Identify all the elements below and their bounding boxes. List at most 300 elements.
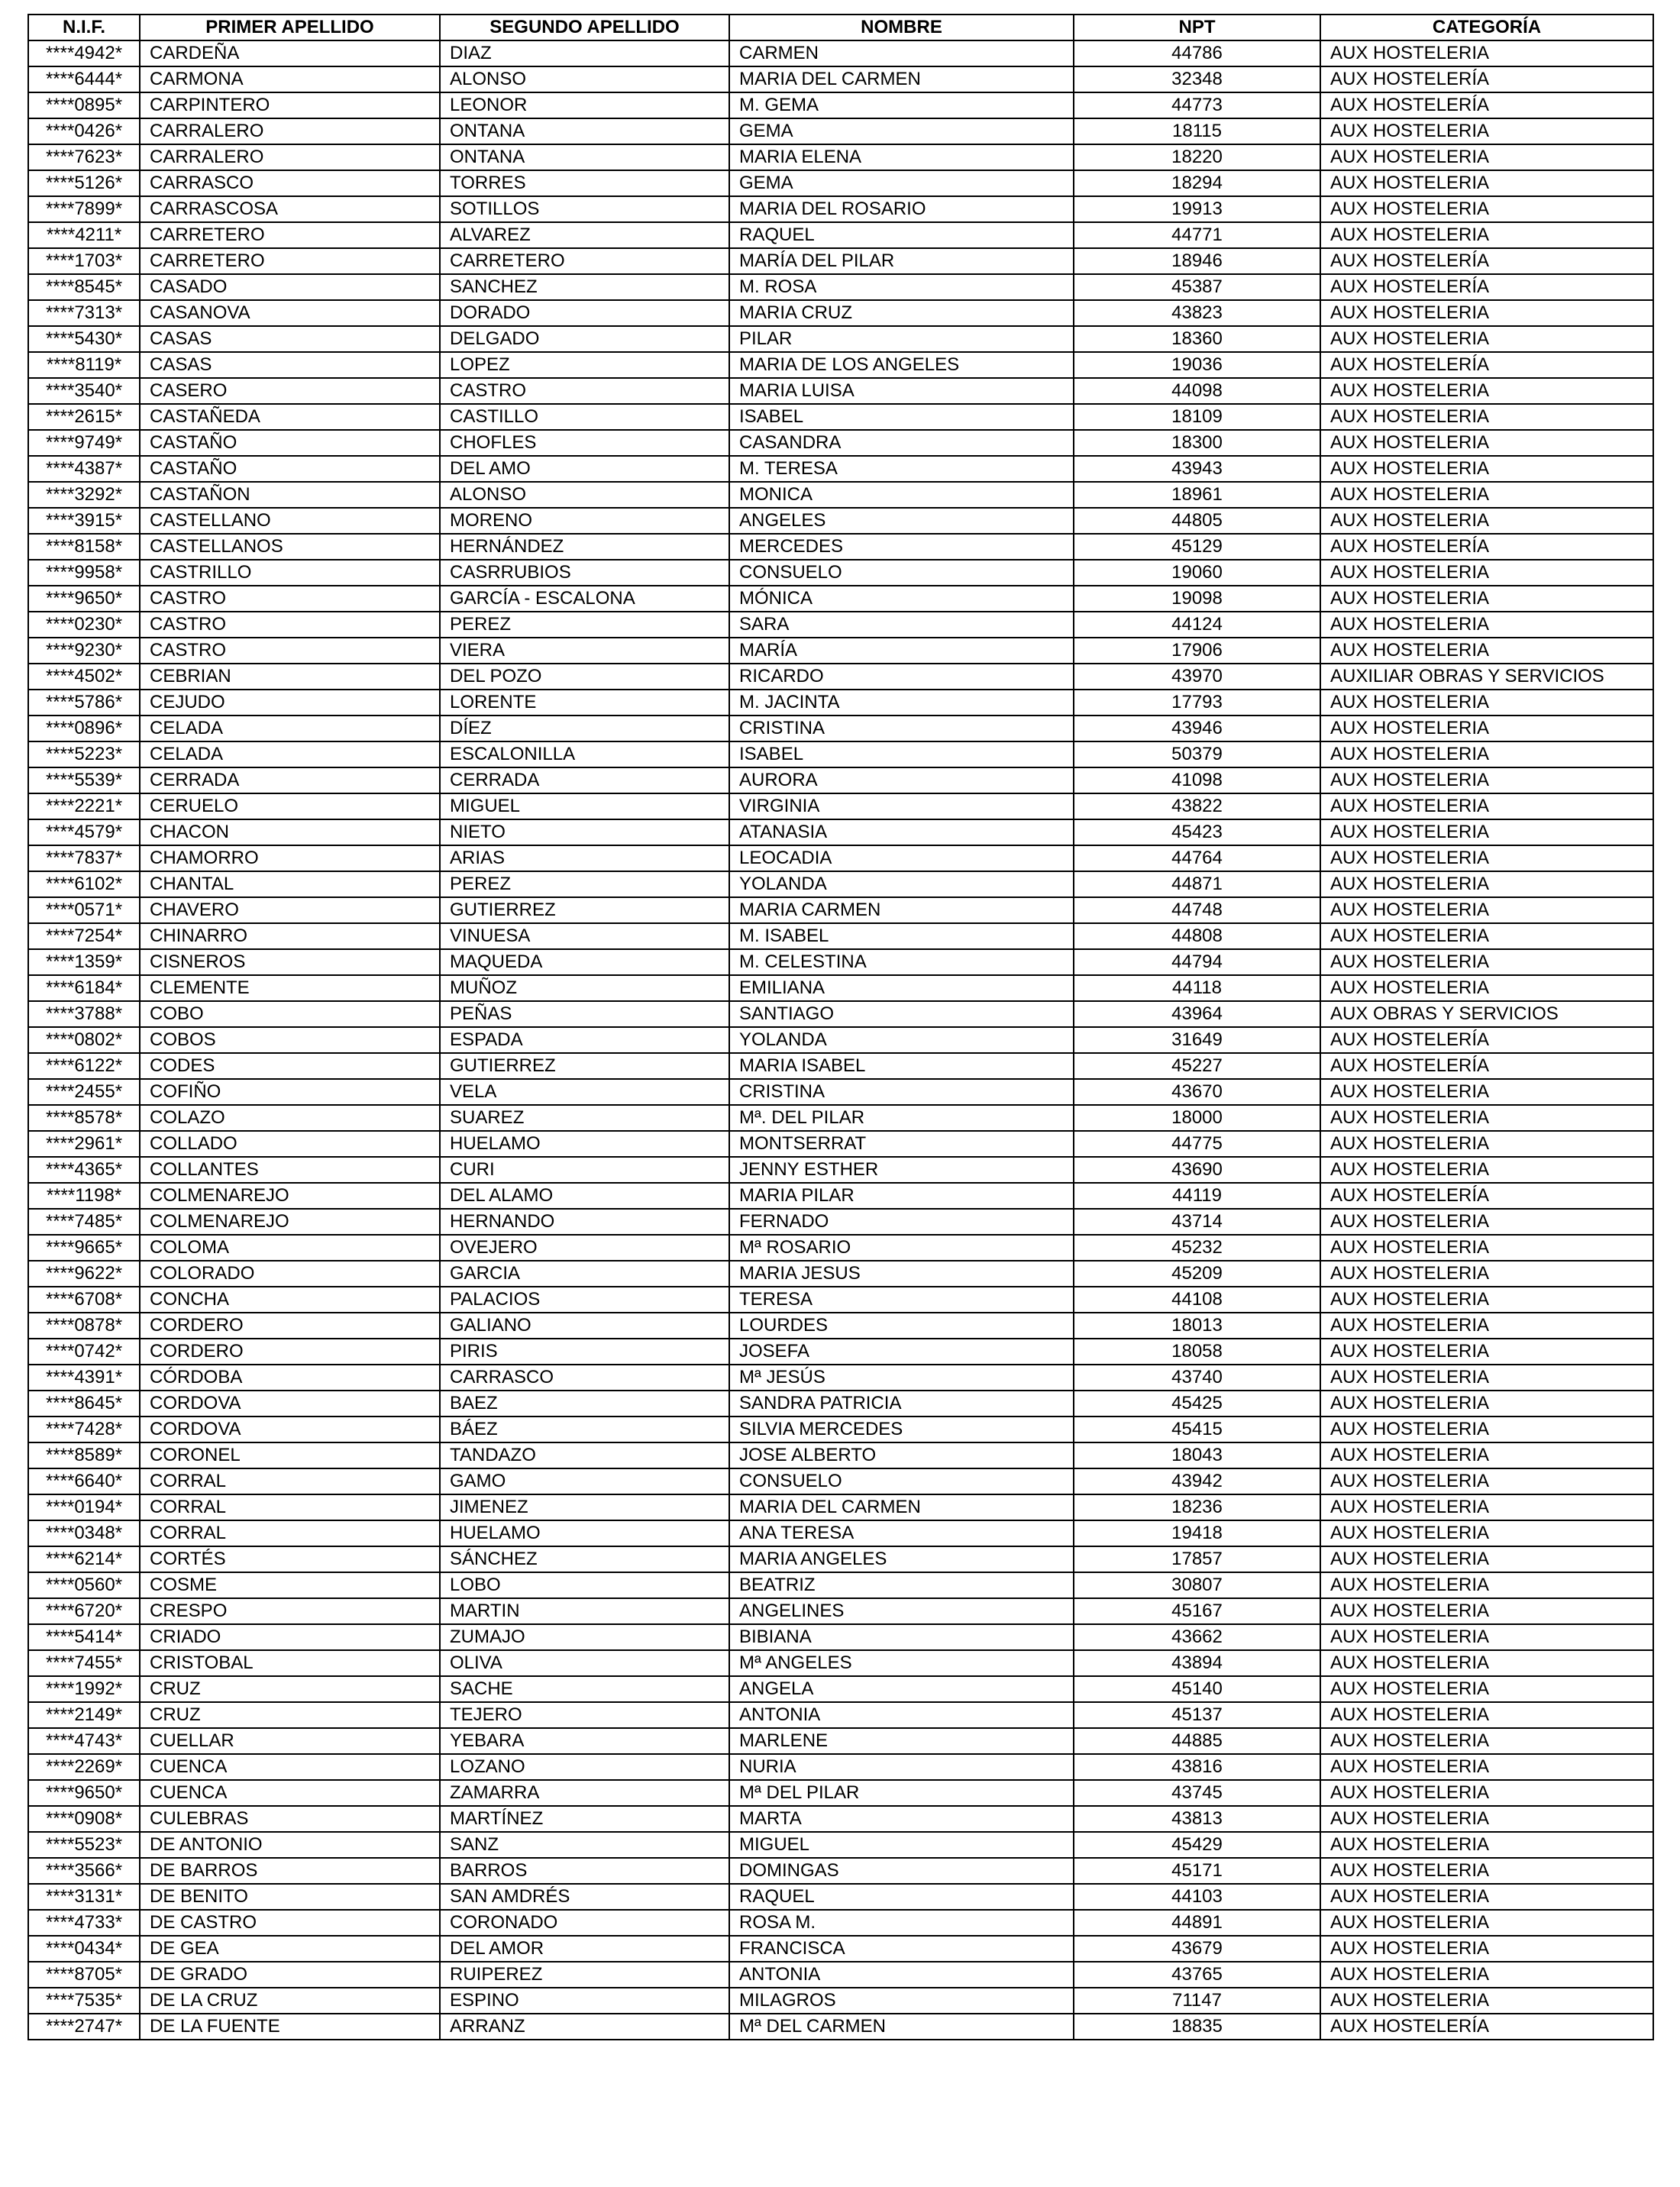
cell-npt: 18236 [1074,1494,1320,1520]
cell-npt: 44773 [1074,92,1320,118]
cell-npt: 19098 [1074,586,1320,612]
cell-npt: 43813 [1074,1806,1320,1832]
cell-nombre: ANGELES [729,508,1074,534]
cell-npt: 44108 [1074,1287,1320,1313]
cell-segundo-apellido: HUELAMO [440,1520,729,1546]
cell-npt: 43662 [1074,1624,1320,1650]
cell-primer-apellido: CHAMORRO [140,845,440,871]
cell-primer-apellido: CASERO [140,378,440,404]
cell-nombre: MÓNICA [729,586,1074,612]
cell-categoria: AUX HOSTELERIA [1320,456,1653,482]
cell-segundo-apellido: TEJERO [440,1702,729,1728]
cell-nombre: MARIA DEL CARMEN [729,66,1074,92]
cell-nif: ****6184* [28,975,140,1001]
cell-segundo-apellido: SACHE [440,1676,729,1702]
cell-nif: ****0908* [28,1806,140,1832]
table-row [28,1884,1653,1910]
cell-nif: ****4365* [28,1157,140,1183]
cell-nif: ****5523* [28,1832,140,1858]
cell-segundo-apellido: GAMO [440,1468,729,1494]
cell-nif: ****4502* [28,664,140,690]
cell-segundo-apellido: CHOFLES [440,430,729,456]
cell-segundo-apellido: SAN AMDRÉS [440,1884,729,1910]
cell-categoria: AUXILIAR OBRAS Y SERVICIOS [1320,664,1653,690]
cell-primer-apellido: DE BARROS [140,1858,440,1884]
cell-primer-apellido: COBO [140,1001,440,1027]
table-row [28,508,1653,534]
table-row [28,1936,1653,1962]
cell-primer-apellido: CORDERO [140,1313,440,1339]
cell-segundo-apellido: CURI [440,1157,729,1183]
cell-nif: ****3566* [28,1858,140,1884]
cell-npt: 45423 [1074,819,1320,845]
cell-npt: 44103 [1074,1884,1320,1910]
cell-segundo-apellido: RUIPEREZ [440,1962,729,1988]
cell-nombre: MARIA ELENA [729,144,1074,170]
cell-nombre: SILVIA MERCEDES [729,1417,1074,1442]
cell-nombre: M. ISABEL [729,923,1074,949]
cell-npt: 31649 [1074,1027,1320,1053]
table-row [28,170,1653,196]
cell-primer-apellido: CRUZ [140,1702,440,1728]
cell-nif: ****2961* [28,1131,140,1157]
table-row [28,1209,1653,1235]
table-row [28,1624,1653,1650]
cell-npt: 43946 [1074,716,1320,741]
cell-npt: 43765 [1074,1962,1320,1988]
cell-nombre: ISABEL [729,741,1074,767]
cell-npt: 18058 [1074,1339,1320,1365]
cell-segundo-apellido: LEONOR [440,92,729,118]
cell-categoria: AUX HOSTELERÍA [1320,1027,1653,1053]
cell-segundo-apellido: BAEZ [440,1391,729,1417]
cell-categoria: AUX HOSTELERIA [1320,1287,1653,1313]
table-row [28,1442,1653,1468]
cell-primer-apellido: CASTRO [140,612,440,638]
cell-segundo-apellido: GARCIA [440,1261,729,1287]
table-row [28,1962,1653,1988]
cell-primer-apellido: DE BENITO [140,1884,440,1910]
cell-categoria: AUX HOSTELERIA [1320,326,1653,352]
cell-nif: ****3131* [28,1884,140,1910]
cell-nombre: ISABEL [729,404,1074,430]
table-row [28,1313,1653,1339]
header-segundo-apellido: SEGUNDO APELLIDO [440,15,729,40]
cell-nif: ****0571* [28,897,140,923]
cell-categoria: AUX HOSTELERIA [1320,1313,1653,1339]
table-row [28,1910,1653,1936]
table-row [28,1494,1653,1520]
cell-npt: 18109 [1074,404,1320,430]
cell-primer-apellido: CORDERO [140,1339,440,1365]
cell-nombre: Mª DEL CARMEN [729,2014,1074,2040]
cell-nif: ****7535* [28,1988,140,2014]
table-row [28,222,1653,248]
cell-nif: ****7899* [28,196,140,222]
table-row [28,897,1653,923]
cell-categoria: AUX HOSTELERIA [1320,1884,1653,1910]
cell-segundo-apellido: SUAREZ [440,1105,729,1131]
cell-npt: 44118 [1074,975,1320,1001]
table-row [28,378,1653,404]
cell-npt: 44124 [1074,612,1320,638]
cell-segundo-apellido: ESPADA [440,1027,729,1053]
cell-nombre: ANTONIA [729,1962,1074,1988]
cell-nombre: GEMA [729,118,1074,144]
table-row [28,326,1653,352]
cell-nif: ****7623* [28,144,140,170]
cell-nombre: YOLANDA [729,871,1074,897]
cell-nif: ****2221* [28,793,140,819]
cell-segundo-apellido: CASTILLO [440,404,729,430]
cell-primer-apellido: DE GEA [140,1936,440,1962]
cell-categoria: AUX HOSTELERIA [1320,586,1653,612]
cell-nif: ****9749* [28,430,140,456]
cell-npt: 43943 [1074,456,1320,482]
cell-segundo-apellido: DIAZ [440,40,729,66]
cell-categoria: AUX HOSTELERIA [1320,1105,1653,1131]
cell-primer-apellido: CASTAÑEDA [140,404,440,430]
cell-nombre: SANDRA PATRICIA [729,1391,1074,1417]
cell-nombre: BIBIANA [729,1624,1074,1650]
cell-nombre: M. JACINTA [729,690,1074,716]
cell-nombre: FRANCISCA [729,1936,1074,1962]
cell-categoria: AUX HOSTELERIA [1320,638,1653,664]
cell-primer-apellido: CARRETERO [140,248,440,274]
table-row [28,1157,1653,1183]
cell-primer-apellido: CARPINTERO [140,92,440,118]
cell-categoria: AUX HOSTELERIA [1320,1417,1653,1442]
cell-nif: ****6708* [28,1287,140,1313]
cell-nif: ****0434* [28,1936,140,1962]
cell-nombre: MARÍA DEL PILAR [729,248,1074,274]
cell-nif: ****4211* [28,222,140,248]
cell-primer-apellido: CRESPO [140,1598,440,1624]
cell-categoria: AUX HOSTELERÍA [1320,92,1653,118]
table-row [28,482,1653,508]
cell-nif: ****2747* [28,2014,140,2040]
table-row [28,1468,1653,1494]
cell-nif: ****0802* [28,1027,140,1053]
cell-categoria: AUX HOSTELERIA [1320,716,1653,741]
cell-categoria: AUX HOSTELERÍA [1320,66,1653,92]
table-row [28,1676,1653,1702]
cell-nombre: MIGUEL [729,1832,1074,1858]
cell-primer-apellido: CASADO [140,274,440,300]
cell-npt: 43942 [1074,1468,1320,1494]
table-row [28,1365,1653,1391]
cell-nombre: MARIA JESUS [729,1261,1074,1287]
cell-nombre: CONSUELO [729,560,1074,586]
cell-categoria: AUX HOSTELERIA [1320,1806,1653,1832]
cell-segundo-apellido: HERNÁNDEZ [440,534,729,560]
cell-nif: ****4942* [28,40,140,66]
cell-categoria: AUX HOSTELERIA [1320,1754,1653,1780]
table-row [28,793,1653,819]
cell-categoria: AUX HOSTELERIA [1320,144,1653,170]
cell-nif: ****9665* [28,1235,140,1261]
cell-primer-apellido: DE GRADO [140,1962,440,1988]
cell-primer-apellido: CEJUDO [140,690,440,716]
table-row [28,716,1653,741]
cell-primer-apellido: CERUELO [140,793,440,819]
cell-npt: 41098 [1074,767,1320,793]
cell-nombre: MARIA DEL CARMEN [729,1494,1074,1520]
cell-primer-apellido: DE LA CRUZ [140,1988,440,2014]
cell-npt: 17793 [1074,690,1320,716]
table-row [28,1131,1653,1157]
table-row [28,118,1653,144]
cell-npt: 45171 [1074,1858,1320,1884]
cell-nombre: ANTONIA [729,1702,1074,1728]
table-row [28,741,1653,767]
cell-npt: 45140 [1074,1676,1320,1702]
cell-nif: ****5223* [28,741,140,767]
table-row [28,1702,1653,1728]
cell-primer-apellido: CRUZ [140,1676,440,1702]
cell-nombre: ATANASIA [729,819,1074,845]
cell-categoria: AUX HOSTELERÍA [1320,534,1653,560]
cell-nombre: Mª ROSARIO [729,1235,1074,1261]
cell-nif: ****3788* [28,1001,140,1027]
cell-primer-apellido: CARRASCO [140,170,440,196]
cell-nif: ****6444* [28,66,140,92]
cell-categoria: AUX HOSTELERIA [1320,949,1653,975]
cell-primer-apellido: COLLADO [140,1131,440,1157]
table-row [28,456,1653,482]
cell-npt: 43822 [1074,793,1320,819]
cell-nif: ****5126* [28,170,140,196]
cell-npt: 18043 [1074,1442,1320,1468]
cell-segundo-apellido: CASTRO [440,378,729,404]
table-row [28,845,1653,871]
cell-nif: ****4391* [28,1365,140,1391]
cell-segundo-apellido: NIETO [440,819,729,845]
cell-primer-apellido: CLEMENTE [140,975,440,1001]
cell-nombre: M. GEMA [729,92,1074,118]
cell-categoria: AUX HOSTELERIA [1320,1365,1653,1391]
cell-segundo-apellido: DELGADO [440,326,729,352]
cell-categoria: AUX HOSTELERIA [1320,871,1653,897]
table-row [28,767,1653,793]
cell-segundo-apellido: YEBARA [440,1728,729,1754]
table-row [28,1988,1653,2014]
cell-nombre: JOSEFA [729,1339,1074,1365]
table-row [28,1417,1653,1442]
cell-nombre: YOLANDA [729,1027,1074,1053]
cell-nombre: MARIA CRUZ [729,300,1074,326]
cell-nombre: LEOCADIA [729,845,1074,871]
cell-nif: ****2455* [28,1079,140,1105]
cell-segundo-apellido: ALONSO [440,482,729,508]
cell-categoria: AUX HOSTELERIA [1320,1650,1653,1676]
cell-primer-apellido: DE LA FUENTE [140,2014,440,2040]
table-row [28,1598,1653,1624]
cell-categoria: AUX HOSTELERIA [1320,196,1653,222]
cell-segundo-apellido: HUELAMO [440,1131,729,1157]
cell-segundo-apellido: ONTANA [440,144,729,170]
table-row [28,819,1653,845]
cell-nif: ****8705* [28,1962,140,1988]
cell-nif: ****1198* [28,1183,140,1209]
cell-nif: ****8578* [28,1105,140,1131]
cell-primer-apellido: CARMONA [140,66,440,92]
cell-segundo-apellido: LOBO [440,1572,729,1598]
cell-categoria: AUX HOSTELERIA [1320,1728,1653,1754]
table-row [28,690,1653,716]
cell-segundo-apellido: BÁEZ [440,1417,729,1442]
cell-primer-apellido: CASTAÑO [140,456,440,482]
cell-primer-apellido: CELADA [140,741,440,767]
cell-segundo-apellido: CARRETERO [440,248,729,274]
cell-nif: ****5414* [28,1624,140,1650]
cell-nif: ****7485* [28,1209,140,1235]
table-row [28,871,1653,897]
cell-categoria: AUX HOSTELERIA [1320,40,1653,66]
cell-nif: ****4733* [28,1910,140,1936]
cell-nif: ****7455* [28,1650,140,1676]
cell-primer-apellido: CRISTOBAL [140,1650,440,1676]
cell-primer-apellido: CASAS [140,326,440,352]
cell-nif: ****9650* [28,1780,140,1806]
cell-npt: 43714 [1074,1209,1320,1235]
cell-primer-apellido: CULEBRAS [140,1806,440,1832]
cell-nombre: MARIA DE LOS ANGELES [729,352,1074,378]
table-row [28,1754,1653,1780]
cell-segundo-apellido: ONTANA [440,118,729,144]
cell-nif: ****0426* [28,118,140,144]
cell-npt: 43670 [1074,1079,1320,1105]
cell-nif: ****8545* [28,274,140,300]
cell-npt: 44786 [1074,40,1320,66]
table-row [28,92,1653,118]
staff-roster-table [27,14,1654,2040]
cell-npt: 18946 [1074,248,1320,274]
table-row [28,638,1653,664]
cell-npt: 45137 [1074,1702,1320,1728]
cell-nombre: MARIA CARMEN [729,897,1074,923]
cell-segundo-apellido: DEL AMO [440,456,729,482]
cell-segundo-apellido: PALACIOS [440,1287,729,1313]
cell-npt: 17857 [1074,1546,1320,1572]
cell-categoria: AUX HOSTELERÍA [1320,274,1653,300]
cell-primer-apellido: CARRASCOSA [140,196,440,222]
table-row [28,1728,1653,1754]
cell-nombre: ANGELINES [729,1598,1074,1624]
cell-segundo-apellido: DEL ALAMO [440,1183,729,1209]
cell-categoria: AUX HOSTELERIA [1320,1079,1653,1105]
cell-primer-apellido: CHINARRO [140,923,440,949]
cell-segundo-apellido: SOTILLOS [440,196,729,222]
cell-categoria: AUX HOSTELERIA [1320,1702,1653,1728]
cell-npt: 44885 [1074,1728,1320,1754]
cell-primer-apellido: CONCHA [140,1287,440,1313]
table-row [28,1105,1653,1131]
cell-nombre: Mª JESÚS [729,1365,1074,1391]
cell-nif: ****8589* [28,1442,140,1468]
cell-primer-apellido: COSME [140,1572,440,1598]
cell-npt: 44098 [1074,378,1320,404]
cell-categoria: AUX HOSTELERIA [1320,1858,1653,1884]
table-row [28,430,1653,456]
cell-categoria: AUX HOSTELERIA [1320,118,1653,144]
cell-nif: ****5430* [28,326,140,352]
cell-nombre: ANA TERESA [729,1520,1074,1546]
cell-npt: 43745 [1074,1780,1320,1806]
table-row [28,1858,1653,1884]
cell-primer-apellido: CASTRILLO [140,560,440,586]
cell-primer-apellido: CORRAL [140,1520,440,1546]
cell-nif: ****1703* [28,248,140,274]
cell-categoria: AUX HOSTELERIA [1320,1157,1653,1183]
cell-nombre: Mª DEL PILAR [729,1780,1074,1806]
cell-primer-apellido: CASTAÑO [140,430,440,456]
cell-primer-apellido: CÓRDOBA [140,1365,440,1391]
cell-nif: ****3540* [28,378,140,404]
header-primer-apellido: PRIMER APELLIDO [140,15,440,40]
cell-nif: ****4579* [28,819,140,845]
cell-nombre: DOMINGAS [729,1858,1074,1884]
table-row [28,664,1653,690]
cell-nombre: ANGELA [729,1676,1074,1702]
cell-nombre: RICARDO [729,664,1074,690]
cell-npt: 45227 [1074,1053,1320,1079]
cell-npt: 43970 [1074,664,1320,690]
cell-npt: 18835 [1074,2014,1320,2040]
cell-segundo-apellido: MAQUEDA [440,949,729,975]
cell-npt: 44794 [1074,949,1320,975]
cell-segundo-apellido: ESCALONILLA [440,741,729,767]
cell-segundo-apellido: DORADO [440,300,729,326]
cell-primer-apellido: CHANTAL [140,871,440,897]
cell-categoria: AUX HOSTELERIA [1320,1546,1653,1572]
cell-npt: 19418 [1074,1520,1320,1546]
table-row [28,1053,1653,1079]
cell-segundo-apellido: GALIANO [440,1313,729,1339]
cell-nif: ****1359* [28,949,140,975]
cell-nombre: SARA [729,612,1074,638]
table-row [28,586,1653,612]
cell-categoria: AUX HOSTELERIA [1320,1832,1653,1858]
cell-categoria: AUX HOSTELERIA [1320,741,1653,767]
cell-nombre: MILAGROS [729,1988,1074,2014]
cell-nif: ****7313* [28,300,140,326]
cell-npt: 44119 [1074,1183,1320,1209]
cell-npt: 18000 [1074,1105,1320,1131]
cell-segundo-apellido: CASRRUBIOS [440,560,729,586]
cell-primer-apellido: CERRADA [140,767,440,793]
cell-nombre: MARIA ANGELES [729,1546,1074,1572]
table-row [28,1235,1653,1261]
cell-nombre: MARIA ISABEL [729,1053,1074,1079]
cell-segundo-apellido: LOPEZ [440,352,729,378]
cell-nif: ****0742* [28,1339,140,1365]
header-npt: NPT [1074,15,1320,40]
cell-primer-apellido: CORDOVA [140,1391,440,1417]
cell-categoria: AUX HOSTELERÍA [1320,1183,1653,1209]
cell-npt: 45129 [1074,534,1320,560]
cell-segundo-apellido: ESPINO [440,1988,729,2014]
cell-npt: 18300 [1074,430,1320,456]
cell-nif: ****1992* [28,1676,140,1702]
cell-segundo-apellido: ALONSO [440,66,729,92]
cell-categoria: AUX HOSTELERÍA [1320,1053,1653,1079]
table-row [28,1287,1653,1313]
cell-nombre: JOSE ALBERTO [729,1442,1074,1468]
cell-primer-apellido: CELADA [140,716,440,741]
cell-nombre: NURIA [729,1754,1074,1780]
cell-primer-apellido: DE ANTONIO [140,1832,440,1858]
